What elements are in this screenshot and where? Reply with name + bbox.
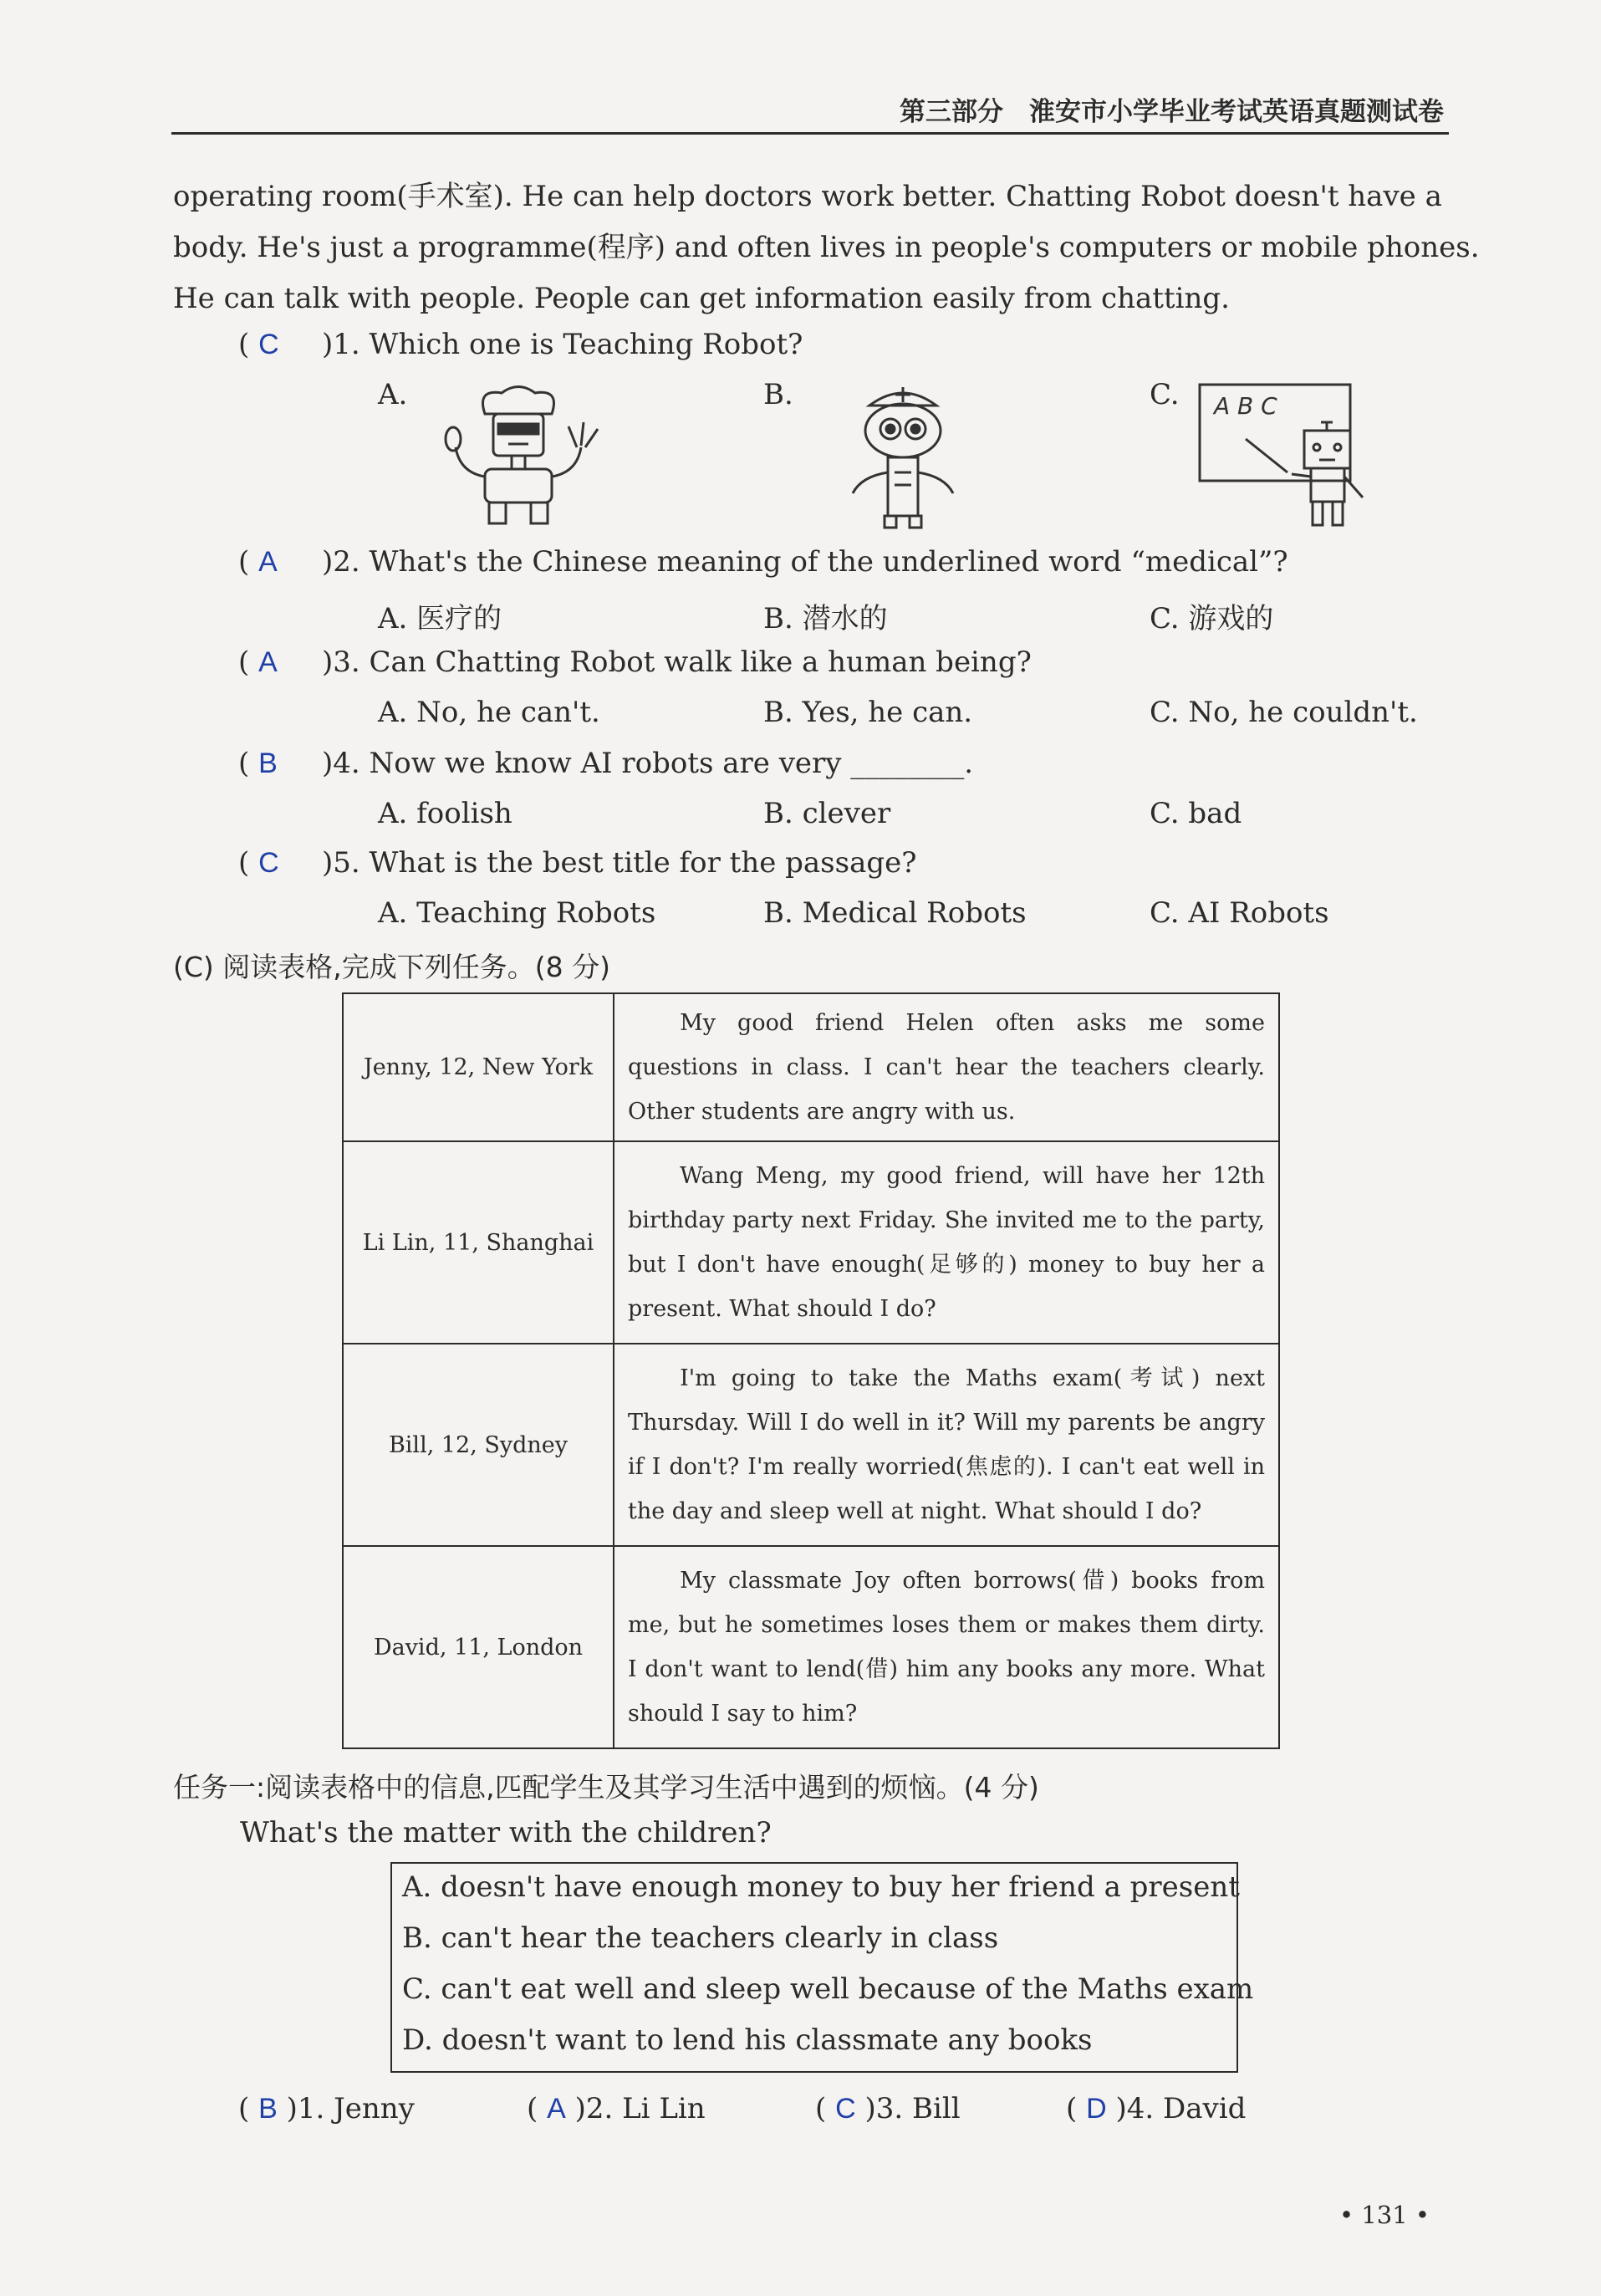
answer-1: C <box>258 329 279 360</box>
option-a: A. foolish <box>378 797 512 830</box>
option-c: C. AI Robots <box>1150 896 1329 930</box>
answer-paren: ( C <box>238 846 279 880</box>
question-number: )3. <box>322 645 360 679</box>
option-a: A. 医疗的 <box>378 602 502 635</box>
table-text: My good friend Helen often asks me some questions in class. I can't hear the teachers clearly. Other students are angry with us. <box>614 993 1279 1141</box>
table-row <box>343 993 1279 1141</box>
table-person: Jenny, 12, New York <box>343 993 614 1141</box>
match-label: )4. David <box>1115 2092 1247 2125</box>
answer-3: A <box>258 646 278 678</box>
info-table <box>342 992 1280 1749</box>
match-4: ( D )4. David <box>1066 2092 1247 2125</box>
chef-robot-image <box>435 380 602 531</box>
choice-a: A. doesn't have enough money to buy her friend a present <box>402 1870 1240 1904</box>
choice-d: D. doesn't want to lend his classmate any books <box>402 2023 1093 2057</box>
task1-question: What's the matter with the children? <box>240 1816 772 1850</box>
passage-line: He can talk with people. People can get information easily from chatting. <box>173 282 1230 315</box>
option-c: C. <box>1150 378 1180 411</box>
match-1: ( B )1. Jenny <box>238 2092 415 2125</box>
question-3 <box>238 645 1032 679</box>
match-answer: D <box>1086 2093 1107 2125</box>
match-answer: B <box>258 2093 278 2125</box>
option-b: B. Yes, he can. <box>763 696 973 729</box>
match-answer: A <box>547 2093 566 2125</box>
answer-4: B <box>258 747 278 779</box>
table-person: David, 11, London <box>343 1546 614 1748</box>
question-text: Can Chatting Robot walk like a human being? <box>369 645 1032 679</box>
board-text: A B C <box>1214 392 1277 420</box>
question-1 <box>238 328 803 361</box>
match-label: )1. Jenny <box>286 2092 415 2125</box>
answer-paren: ( B <box>238 747 278 780</box>
option-b: B. <box>763 378 793 411</box>
question-text: Now we know AI robots are very ________. <box>369 747 974 780</box>
table-text: Wang Meng, my good friend, will have her 12th birthday party next Friday. She invited me to the party, but I don't have enough(足够的) money to buy her a present. What should I do? <box>614 1141 1279 1344</box>
question-text: What is the best title for the passage? <box>369 846 917 880</box>
option-a: A. No, he can't. <box>378 696 600 729</box>
question-number: )5. <box>322 846 360 880</box>
table-row <box>343 1344 1279 1546</box>
match-2: ( A )2. Li Lin <box>527 2092 706 2125</box>
answer-paren: ( A <box>238 645 278 679</box>
match-label: )3. Bill <box>864 2092 961 2125</box>
table-row <box>343 1141 1279 1344</box>
answer-2: A <box>258 546 278 578</box>
passage-line: body. He's just a programme(程序) and often lives in people's computers or mobile phones. <box>173 231 1480 264</box>
header-title: 第三部分 淮安市小学毕业考试英语真题测试卷 <box>900 97 1444 127</box>
option-a: A. <box>378 378 408 411</box>
question-number: )2. <box>322 545 360 579</box>
answer-paren: ( C <box>238 328 279 361</box>
question-2 <box>238 545 1288 579</box>
match-3: ( C )3. Bill <box>815 2092 961 2125</box>
table-row <box>343 1546 1279 1748</box>
table-text: My classmate Joy often borrows(借) books from me, but he sometimes loses them or makes them dirty. I don't want to lend(借) him any books any more. What should I say to him? <box>614 1546 1279 1748</box>
choice-c: C. can't eat well and sleep well because of the Maths exam <box>402 1972 1254 2006</box>
section-c-title: (C) 阅读表格,完成下列任务。(8 分) <box>173 951 611 983</box>
question-text: Which one is Teaching Robot? <box>369 328 803 361</box>
option-c: C. 游戏的 <box>1150 602 1274 635</box>
option-c: C. bad <box>1150 797 1242 830</box>
option-c: C. No, he couldn't. <box>1150 696 1418 729</box>
match-answer: C <box>835 2093 856 2125</box>
table-person: Li Lin, 11, Shanghai <box>343 1141 614 1344</box>
match-label: )2. Li Lin <box>574 2092 706 2125</box>
choices-box <box>390 1862 1254 2073</box>
page-header <box>171 90 1449 135</box>
question-4 <box>238 747 973 780</box>
table-person: Bill, 12, Sydney <box>343 1344 614 1546</box>
answer-5: C <box>258 847 279 879</box>
option-b: B. Medical Robots <box>763 896 1027 930</box>
question-number: )1. <box>322 328 360 361</box>
teaching-robot-image <box>1196 380 1379 531</box>
question-5 <box>238 846 916 880</box>
nurse-robot-image <box>836 380 970 531</box>
option-b: B. clever <box>763 797 891 830</box>
table-text: I'm going to take the Maths exam(考试) next Thursday. Will I do well in it? Will my parents be angry if I don't? I'm really worried(焦虑的). I can't eat well in the day and sleep well at night. What should I do? <box>614 1344 1279 1546</box>
option-a: A. Teaching Robots <box>378 896 656 930</box>
page-number: • 131 • <box>1339 2201 1430 2229</box>
question-number: )4. <box>322 747 360 780</box>
answer-paren: ( A <box>238 545 278 579</box>
choice-b: B. can't hear the teachers clearly in class <box>402 1921 999 1955</box>
passage-line: operating room(手术室). He can help doctors work better. Chatting Robot doesn't have a <box>173 180 1442 213</box>
task1-title: 任务一:阅读表格中的信息,匹配学生及其学习生活中遇到的烦恼。(4 分) <box>173 1771 1039 1804</box>
question-text: What's the Chinese meaning of the underlined word “medical”? <box>369 545 1288 579</box>
passage <box>173 171 1480 324</box>
option-b: B. 潜水的 <box>763 602 888 635</box>
